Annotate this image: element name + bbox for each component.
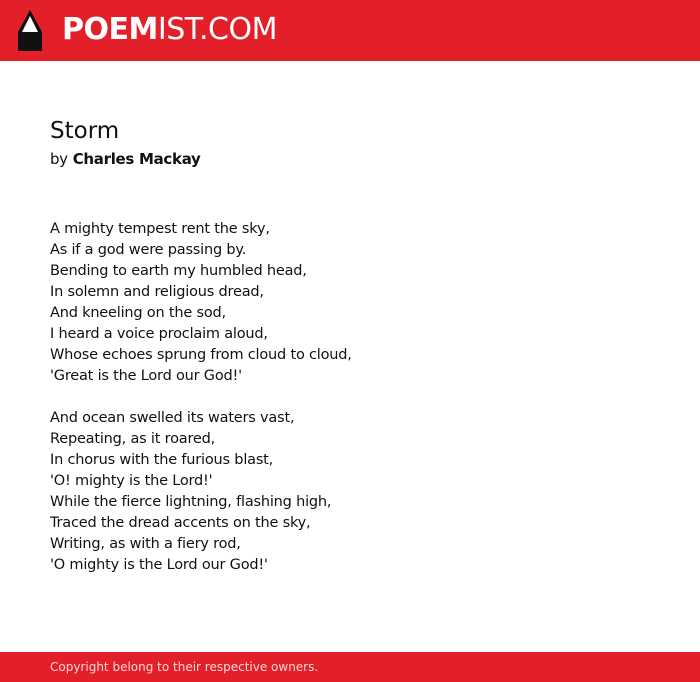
poem-content bbox=[50, 114, 650, 597]
poem-line: Bending to earth my humbled head, bbox=[50, 263, 307, 279]
poem-line: In chorus with the furious blast, bbox=[50, 452, 274, 468]
poem-line: Whose echoes sprung from cloud to cloud, bbox=[50, 347, 352, 363]
poem-line: And ocean swelled its waters vast, bbox=[50, 410, 295, 426]
poem-line: 'Great is the Lord our God!' bbox=[50, 368, 242, 384]
poem-line: 'O mighty is the Lord our God!' bbox=[50, 557, 268, 573]
site-header bbox=[0, 0, 700, 61]
poem-line: Repeating, as it roared, bbox=[50, 431, 216, 447]
poem-title: Storm bbox=[50, 118, 120, 144]
brand-light-text: IST.COM bbox=[157, 12, 277, 47]
stanza-2 bbox=[50, 408, 650, 576]
byline bbox=[50, 148, 650, 170]
poem-line: As if a god were passing by. bbox=[50, 242, 247, 258]
poem-line: And kneeling on the sod, bbox=[50, 305, 226, 321]
author-name: Charles Mackay bbox=[72, 150, 201, 168]
poem-line: While the fierce lightning, flashing high, bbox=[50, 494, 332, 510]
brand-bold-text: POEM bbox=[62, 12, 158, 47]
pencil-tip-icon[interactable] bbox=[18, 10, 42, 51]
poem-line: Traced the dread accents on the sky, bbox=[50, 515, 311, 531]
site-logo-link[interactable] bbox=[62, 12, 277, 48]
poem-line: Writing, as with a fiery rod, bbox=[50, 536, 241, 552]
poem-line: I heard a voice proclaim aloud, bbox=[50, 326, 268, 342]
poem-line: In solemn and religious dread, bbox=[50, 284, 264, 300]
by-label: by bbox=[50, 150, 68, 168]
poem-body bbox=[50, 219, 650, 576]
poem-line: A mighty tempest rent the sky, bbox=[50, 221, 270, 237]
poem-line: 'O! mighty is the Lord!' bbox=[50, 473, 213, 489]
copyright-text: Copyright belong to their respective owners. bbox=[50, 660, 319, 674]
site-footer bbox=[0, 652, 700, 682]
stanza-1 bbox=[50, 219, 650, 387]
